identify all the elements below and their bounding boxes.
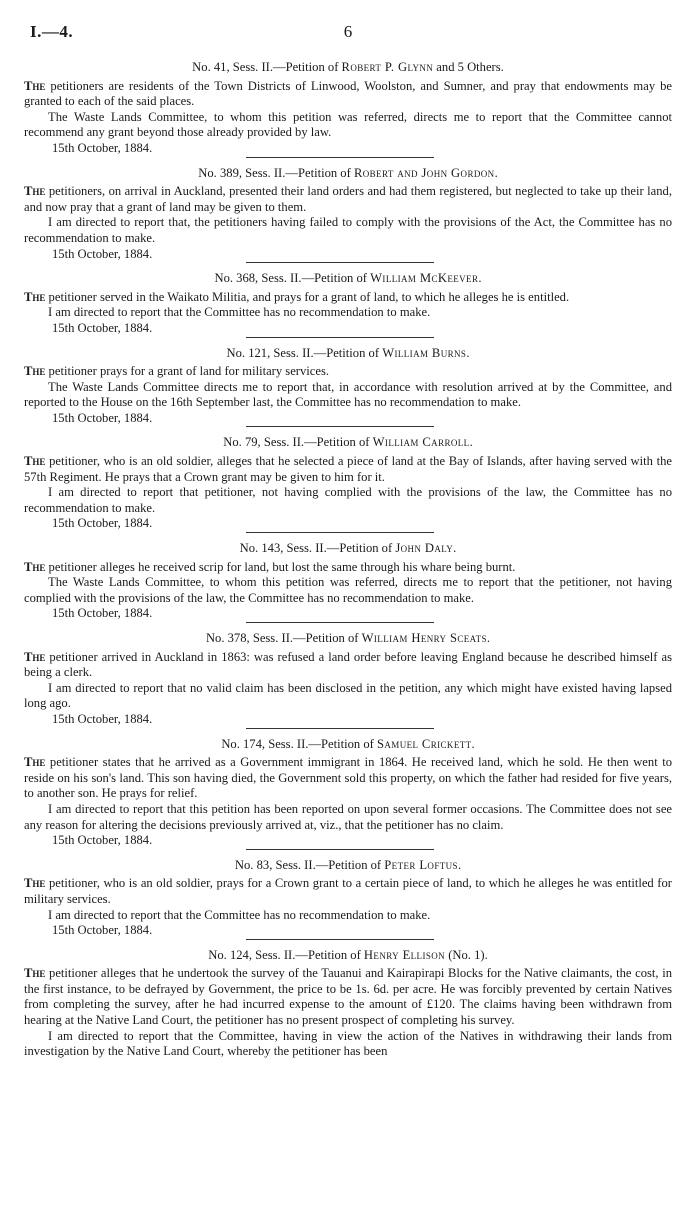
petition-number-label: No. 143, Sess. II.—Petition of [239, 541, 396, 556]
committee-report: The Waste Lands Committee, to whom this petition was referred, directs me to report that the petitioner, not having complied with the provisions of the law, the Committee has no recommendation to make. [24, 575, 672, 605]
statement-lead-word: The [24, 649, 46, 664]
petitioner-name: Robert and John Gordon [353, 165, 495, 180]
petition-statement [24, 454, 672, 485]
report-date: 15th October, 1884. [52, 833, 153, 848]
separator-row [24, 262, 672, 271]
document-reference: I.—4. [30, 22, 74, 41]
petition-number-label: No. 79, Sess. II.—Petition of [223, 435, 373, 450]
section-divider [246, 849, 434, 850]
committee-report: I am directed to report that no valid claim has been disclosed in the petition, any which might have existed having lapsed long ago. [24, 680, 672, 711]
petition-heading-suffix: . [486, 631, 491, 645]
petition-entry [24, 541, 672, 631]
statement-text: petitioners are residents of the Town Districts of Linwood, Woolston, and Sumner, and pray that endowments may be granted to each of the said places. [24, 78, 672, 109]
committee-report: The Waste Lands Committee directs me to report that, in accordance with resolution arrived at by the Committee, and reported to the House on the 16th September last, the Committee has no recommendation to make. [24, 379, 672, 410]
petition-number-label: No. 124, Sess. II.—Petition of [208, 947, 364, 962]
petition-entry [24, 166, 672, 272]
committee-report: I am directed to report that, the petitioners having failed to comply with the provisions of the Act, the Committee has no recommendation to make. [24, 215, 672, 245]
petition-heading-suffix: . [494, 165, 498, 180]
section-divider [246, 337, 434, 338]
petition-heading [24, 166, 672, 182]
petition-heading [24, 631, 672, 647]
statement-text: petitioner, who is an old soldier, prays for a Crown grant to a certain piece of land, to which he alleges he was entitled for military services. [24, 876, 672, 906]
separator-row [24, 157, 672, 166]
statement-text: petitioner prays for a grant of land for military services. [45, 364, 330, 379]
petition-number-label: No. 368, Sess. II.—Petition of [214, 271, 371, 286]
section-divider [246, 532, 434, 533]
committee-report: I am directed to report that the Committee has no recommendation to make. [48, 305, 431, 320]
petition-number-label: No. 389, Sess. II.—Petition of [198, 165, 354, 180]
separator-row [24, 532, 672, 541]
petitioner-name: Peter Loftus [384, 857, 458, 872]
petitioner-name: Samuel Crickett [376, 736, 472, 751]
separator-row [24, 622, 672, 631]
report-date: 15th October, 1884. [52, 606, 153, 621]
petition-heading [24, 541, 672, 557]
petition-statement [24, 876, 672, 907]
petition-heading [24, 435, 672, 451]
petition-entry [24, 271, 672, 345]
statement-lead-word: The [24, 559, 46, 574]
statement-lead-word: The [24, 364, 46, 379]
petition-heading [24, 60, 672, 76]
petition-statement [24, 364, 672, 380]
petition-heading [24, 271, 672, 287]
petition-statement [24, 184, 672, 215]
petition-heading-suffix: . [471, 736, 475, 751]
section-divider [246, 426, 434, 427]
petition-entry [24, 346, 672, 436]
separator-row [24, 728, 672, 737]
petition-heading [24, 737, 672, 753]
petition-number-label: No. 121, Sess. II.—Petition of [226, 345, 383, 360]
petitioner-name: Henry Ellison [363, 947, 446, 962]
committee-report: I am directed to report that the Committee, having in view the action of the Natives in withdrawing their lands from investigation by the Native Land Court, whereby the petitioner has been [24, 1028, 672, 1059]
petition-entry [24, 858, 672, 948]
statement-lead-word: The [24, 184, 46, 199]
petitioner-name: Robert P. Glynn [341, 60, 434, 74]
statement-lead-word: The [24, 755, 46, 770]
petition-number-label: No. 41, Sess. II.—Petition of [192, 60, 342, 74]
petition-statement [24, 79, 672, 110]
page-header [24, 22, 672, 48]
committee-report: I am directed to report that the Committee has no recommendation to make. [48, 907, 431, 922]
petition-heading [24, 346, 672, 362]
statement-text: petitioner, who is an old soldier, alleges that he selected a piece of land at the Bay of Islands, after having served with the 57th Regiment. He prays that a Crown grant may be given to him for it. [24, 454, 672, 484]
section-divider [246, 157, 434, 158]
report-date: 15th October, 1884. [52, 140, 153, 155]
petitioner-name: William McKeever [370, 271, 479, 286]
petition-number-label: No. 83, Sess. II.—Petition of [234, 857, 385, 872]
statement-text: petitioner states that he arrived as a Government immigrant in 1864. He received land, which he sold. He then went to reside on his son's land. This son having died, the Government sold this property, on which the father had resided for five years, to another son. He prays for relief. [24, 755, 672, 801]
statement-lead-word: The [24, 78, 46, 93]
petition-statement [24, 755, 672, 802]
separator-row [24, 426, 672, 435]
petition-entry [24, 737, 672, 858]
report-date: 15th October, 1884. [52, 320, 153, 335]
separator-row [24, 939, 672, 948]
petition-heading-suffix: . [478, 271, 482, 286]
petition-statement [24, 966, 672, 1028]
committee-report: I am directed to report that petitioner, not having complied with the provisions of the law, the Committee has no recommendation to make. [24, 485, 672, 515]
petition-number-label: No. 174, Sess. II.—Petition of [221, 736, 377, 751]
petition-statement [24, 560, 672, 576]
petition-heading-suffix: (No. 1). [445, 947, 488, 962]
statement-text: petitioner alleges that he undertook the survey of the Tauanui and Kairapirapi Blocks for the Native claimants, the cost, in the first instance, to be defrayed by Government, the price to be 1s. 6d. per acre. He was forcibly prevented by certain Natives from completing the survey, after he had incurred expense to the amount of £120. The claims having been withdrawn from hearing at the Native Land Court, the petitioner has no present prospect of completing his survey. [24, 966, 672, 1028]
petition-heading [24, 948, 672, 964]
petition-heading-suffix: . [453, 541, 457, 556]
statement-text: petitioners, on arrival in Auckland, presented their land orders and had them registered, but neglected to take up their land, and now pray that a grant of land may be given to them. [24, 184, 672, 214]
report-date: 15th October, 1884. [52, 246, 153, 261]
section-divider [246, 622, 434, 623]
report-date: 15th October, 1884. [52, 516, 153, 531]
report-date: 15th October, 1884. [52, 711, 153, 726]
petition-entry [24, 60, 672, 166]
petition-statement [24, 650, 672, 681]
petition-heading-suffix: . [466, 345, 470, 360]
petition-heading-suffix: and 5 Others. [433, 60, 504, 74]
report-date: 15th October, 1884. [52, 923, 153, 938]
petition-statement [24, 290, 672, 306]
separator-row [24, 849, 672, 858]
petition-entry [24, 631, 672, 737]
petitioner-name: William Henry Sceats [361, 631, 487, 645]
statement-text: petitioner arrived in Auckland in 1863: was refused a land order before leaving England because he described himself as being a clerk. [24, 649, 672, 680]
statement-text: petitioner served in the Waikato Militia, and prays for a grant of land, to which he alleges he is entitled. [45, 289, 570, 304]
petition-heading-suffix: . [457, 857, 462, 872]
petition-list [24, 60, 672, 1060]
section-divider [246, 262, 434, 263]
committee-report: The Waste Lands Committee, to whom this petition was referred, directs me to report that the Committee cannot recommend any grant beyond those already provided by law. [24, 109, 672, 140]
statement-lead-word: The [24, 454, 46, 469]
statement-lead-word: The [24, 876, 46, 891]
petition-number-label: No. 378, Sess. II.—Petition of [205, 631, 362, 645]
petition-heading-suffix: . [469, 435, 473, 450]
committee-report: I am directed to report that this petition has been reported on upon several former occasions. The Committee does not see any reason for altering the decisions previously arrived at, viz., that the petitioner has no claim. [24, 801, 672, 832]
section-divider [246, 728, 434, 729]
statement-text: petitioner alleges he received scrip for land, but lost the same through his whare being burnt. [45, 559, 516, 574]
petition-heading [24, 858, 672, 874]
petition-entry [24, 948, 672, 1060]
report-date: 15th October, 1884. [52, 410, 153, 425]
petitioner-name: William Burns [382, 345, 467, 360]
statement-lead-word: The [24, 289, 46, 304]
separator-row [24, 337, 672, 346]
petitioner-name: William Carroll [372, 435, 470, 450]
statement-lead-word: The [24, 966, 46, 981]
petitioner-name: John Daly [395, 541, 454, 556]
petition-entry [24, 435, 672, 541]
page-number: 6 [343, 22, 353, 41]
section-divider [246, 939, 434, 940]
